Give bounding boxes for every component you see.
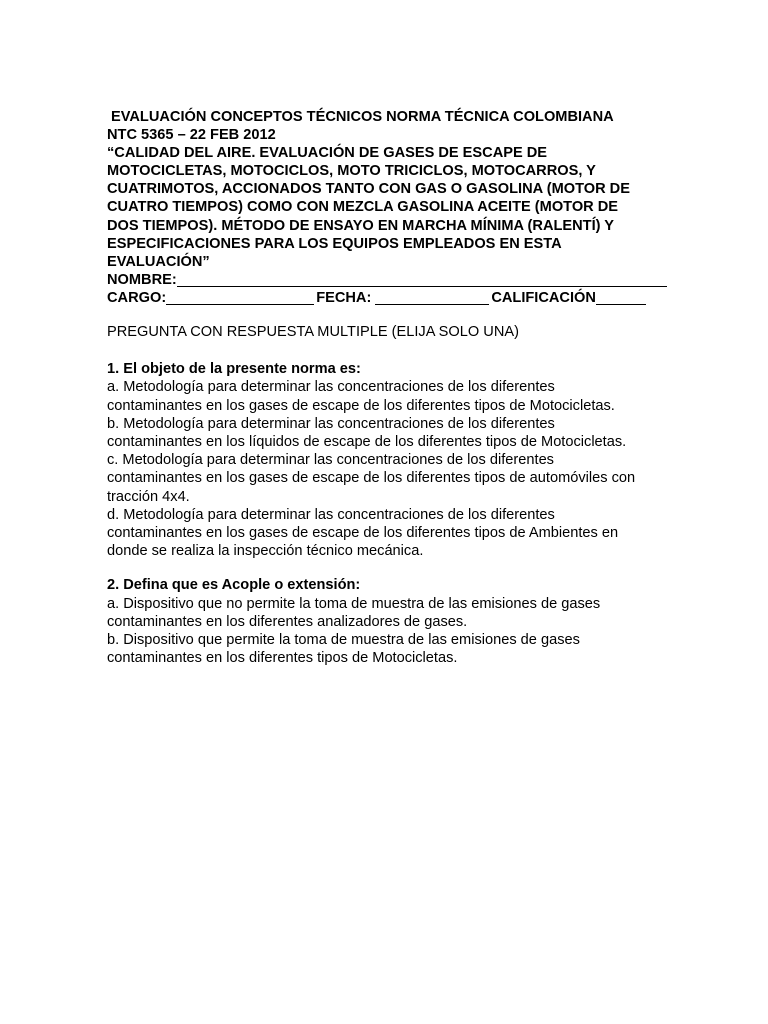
option-text: b. Dispositivo que permite la toma de muestra de las emisiones de gases bbox=[107, 632, 580, 649]
option-text: contaminantes en los diferentes tipos de Motocicletas. bbox=[107, 650, 458, 667]
nombre-field-row bbox=[107, 271, 667, 289]
option-text: d. Metodología para determinar las concentraciones de los diferentes bbox=[107, 506, 555, 523]
cargo-blank[interactable] bbox=[166, 289, 314, 305]
document-title bbox=[107, 108, 667, 307]
title-line: EVALUACIÓN” bbox=[107, 253, 210, 270]
nombre-blank[interactable] bbox=[177, 271, 667, 287]
option-text: a. Metodología para determinar las concentraciones de los diferentes bbox=[107, 379, 555, 396]
option-text: contaminantes en los líquidos de escape de los diferentes tipos de Motocicletas. bbox=[107, 434, 627, 451]
option-text: b. Metodología para determinar las concentraciones de los diferentes bbox=[107, 415, 555, 432]
calificacion-label: CALIFICACIÓN bbox=[491, 289, 596, 306]
title-line: “CALIDAD DEL AIRE. EVALUACIÓN DE GASES DE ESCAPE DE bbox=[107, 145, 548, 162]
answer-option-b[interactable] bbox=[107, 415, 667, 451]
answer-option-d[interactable] bbox=[107, 506, 667, 561]
option-text: donde se realiza la inspección técnico mecánica. bbox=[107, 543, 424, 560]
title-line: NTC 5365 – 22 FEB 2012 bbox=[107, 127, 276, 144]
cargo-fecha-calificacion-row bbox=[107, 289, 667, 307]
option-text: contaminantes en los gases de escape de los diferentes tipos de automóviles con bbox=[107, 470, 636, 487]
answer-option-a[interactable] bbox=[107, 595, 667, 631]
question-1 bbox=[107, 360, 667, 560]
title-line: ESPECIFICACIONES PARA LOS EQUIPOS EMPLEADOS EN ESTA bbox=[107, 235, 562, 252]
option-text: contaminantes en los diferentes analizadores de gases. bbox=[107, 613, 468, 630]
option-text: tracción 4x4. bbox=[107, 488, 190, 505]
question-2 bbox=[107, 576, 667, 667]
title-line: EVALUACIÓN CONCEPTOS TÉCNICOS NORMA TÉCNICA COLOMBIANA bbox=[111, 109, 614, 125]
title-line: MOTOCICLETAS, MOTOCICLOS, MOTO TRICICLOS, MOTOCARROS, Y bbox=[107, 163, 596, 180]
option-text: contaminantes en los gases de escape de los diferentes tipos de Ambientes en bbox=[107, 525, 619, 542]
instructions: PREGUNTA CON RESPUESTA MULTIPLE (ELIJA SOLO UNA) bbox=[107, 324, 519, 341]
title-line: CUATRIMOTOS, ACCIONADOS TANTO CON GAS O GASOLINA (MOTOR DE bbox=[107, 181, 630, 198]
nombre-label: NOMBRE: bbox=[107, 271, 177, 288]
fecha-blank[interactable] bbox=[375, 289, 489, 305]
document-page bbox=[107, 108, 667, 667]
answer-option-c[interactable] bbox=[107, 451, 667, 506]
calificacion-blank[interactable] bbox=[596, 289, 646, 305]
question-title: 1. El objeto de la presente norma es: bbox=[107, 361, 361, 378]
fecha-label: FECHA: bbox=[316, 289, 372, 306]
question-title: 2. Defina que es Acople o extensión: bbox=[107, 577, 361, 594]
answer-option-a[interactable] bbox=[107, 378, 667, 414]
title-line: CUATRO TIEMPOS) COMO CON MEZCLA GASOLINA ACEITE (MOTOR DE bbox=[107, 199, 619, 216]
answer-option-b[interactable] bbox=[107, 631, 667, 667]
option-text: c. Metodología para determinar las concentraciones de los diferentes bbox=[107, 452, 554, 469]
cargo-label: CARGO: bbox=[107, 289, 167, 306]
option-text: contaminantes en los gases de escape de los diferentes tipos de Motocicletas. bbox=[107, 397, 615, 414]
title-line: DOS TIEMPOS). MÉTODO DE ENSAYO EN MARCHA MÍNIMA (RALENTÍ) Y bbox=[107, 217, 615, 234]
option-text: a. Dispositivo que no permite la toma de muestra de las emisiones de gases bbox=[107, 595, 601, 612]
